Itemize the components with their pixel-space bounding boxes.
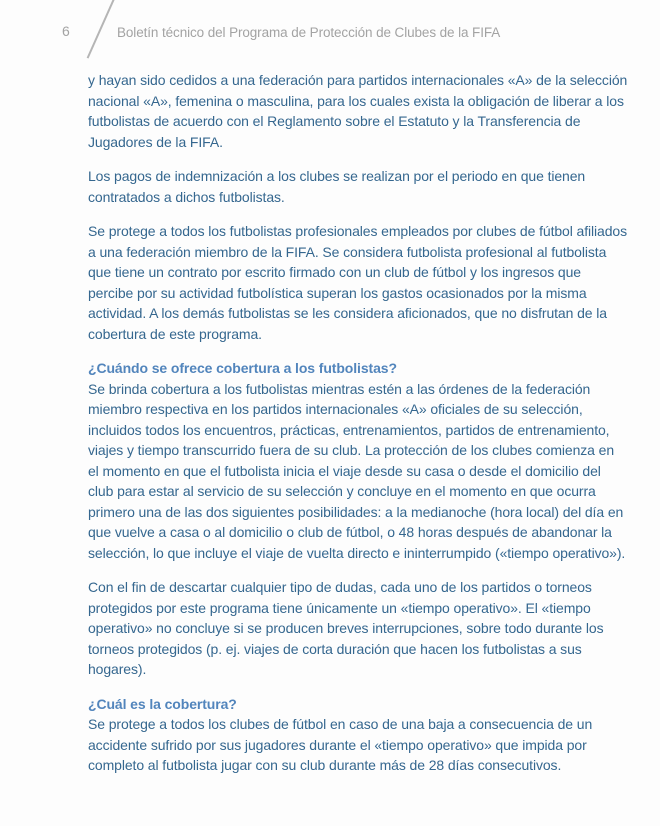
page-header (0, 0, 660, 70)
section-heading-cuando-cobertura: ¿Cuándo se ofrece cobertura a los futbolistas? (88, 360, 397, 376)
page-number: 6 (62, 23, 70, 39)
paragraph-coverage-scope: Se protege a todos los clubes de fútbol en caso de una baja a consecuencia de un accidente sufrido por sus jugadores durante el «tiempo operativo» que impida por completo al futbolista jugar con su club durante más de 28 días consecutivos. (88, 716, 593, 773)
section-heading-cual-cobertura: ¿Cuál es la cobertura? (88, 695, 237, 712)
header-title: Boletín técnico del Programa de Protección de Clubes de la FIFA (117, 25, 501, 40)
paragraph-coverage-period: Se brinda cobertura a los futbolistas mientras estén a las órdenes de la federación miembro respectiva en los partidos internacionales «A» oficiales de su selección, incluidos todos los encuentros, prácticas, entrenamientos, partidos de entrenamiento, viajes y tiempo transcurrido fuera de su club. La protección de los clubes comienza en el momento en que el futbolista inicia el viaje desde su casa o desde el domicilio del club para estar al servicio de su selección y concluye en el momento en que ocurra primero una de las dos siguientes posibilidades: a la medianoche (hora local) del día en que vuelve a casa o al domicilio o club de fútbol, o 48 horas después de abandonar la selección, lo que incluye el viaje de vuelta directo e ininterrumpido («tiempo operativo»). (88, 380, 626, 561)
header-slash-divider (87, 0, 116, 59)
paragraph-professional-players: Se protege a todos los futbolistas profesionales empleados por clubes de fútbol afiliados a una federación miembro de la FIFA. Se considera futbolista profesional al futbolista que tiene un contrato por escrito firmado con un club de fútbol y los ingresos que percibe por su actividad futbolística superan los gastos ocasionados por la misma actividad. A los demás futbolistas se les considera aficionados, que no disfrutan de la cobertura de este programa. (88, 223, 628, 342)
paragraph-indemnity-payments: Los pagos de indemnización a los clubes se realizan por el periodo en que tienen contratados a dichos futbolistas. (88, 168, 586, 205)
paragraph-ceded-players: y hayan sido cedidos a una federación para partidos internacionales «A» de la selección nacional «A», femenina o masculina, para los cuales exista la obligación de liberar a los futbolistas de acuerdo con el Reglamento sobre el Estatuto y la Transferencia de Jugadores de la FIFA. (88, 72, 628, 150)
document-body (88, 70, 628, 790)
paragraph-tiempo-operativo: Con el fin de descartar cualquier tipo de dudas, cada uno de los partidos o torneos protegidos por este programa tiene únicamente un «tiempo operativo». El «tiempo operativo» no concluye si se producen breves interrupciones, sobre todo durante los torneos protegidos (p. ej. viajes de corta duración que hacen los futbolistas a sus hogares). (88, 579, 604, 677)
